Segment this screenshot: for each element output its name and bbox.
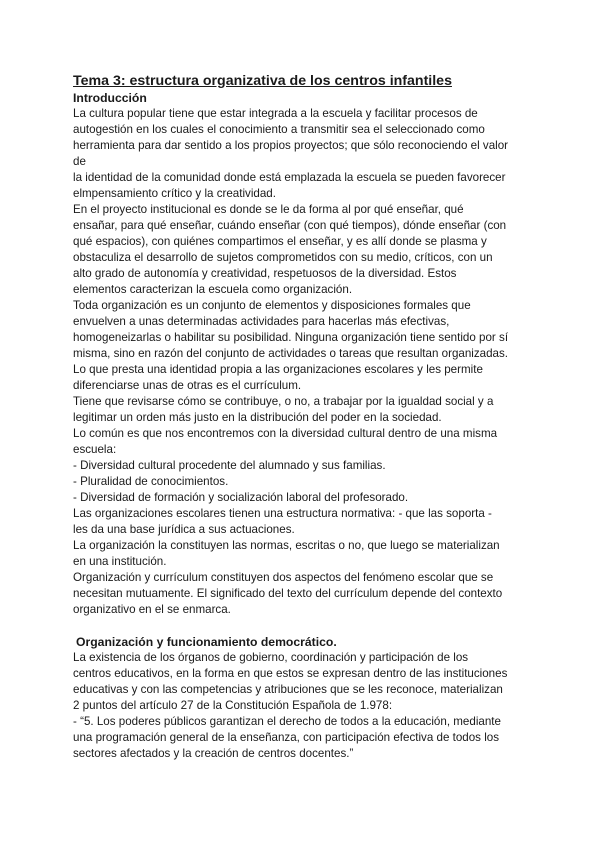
section-heading-organizacion: Organización y funcionamiento democrático. xyxy=(76,635,337,649)
text-line: sectores afectados y la creación de centros docentes.” xyxy=(73,747,354,760)
document-title: Tema 3: estructura organizativa de los centros infantiles xyxy=(73,73,452,89)
text-line: qué espacios), con quiénes compartimos el enseñar, y es allí donde se plasma y xyxy=(73,235,487,248)
text-line: La existencia de los órganos de gobierno, coordinación y participación de los xyxy=(73,651,469,664)
text-line: herramienta para dar sentido a los propios proyectos; que sólo reconociendo el valor xyxy=(73,139,509,152)
text-line: Organización y currículum constituyen dos aspectos del fenómeno escolar que se xyxy=(73,571,494,584)
text-line: ensañar, para qué enseñar, cuándo enseñar (con qué tiempos), dónde enseñar (con xyxy=(73,219,507,232)
text-line: - Diversidad de formación y socialización laboral del profesorado. xyxy=(73,491,409,504)
text-line: organizativo en el se enmarca. xyxy=(73,603,231,616)
text-line: - Pluralidad de conocimientos. xyxy=(73,475,229,488)
section-body-introduccion xyxy=(73,106,533,618)
text-line: Lo común es que nos encontremos con la diversidad cultural dentro de una misma xyxy=(73,427,498,440)
text-line: alto grado de autonomía y creatividad, respetuosos de la diversidad. Estos xyxy=(73,267,457,280)
text-line: centros educativos, en la forma en que estos se expresan dentro de las instituciones xyxy=(73,667,508,680)
text-line: La organización la constituyen las normas, escritas o no, que luego se materializan xyxy=(73,539,500,552)
text-line: En el proyecto institucional es donde se le da forma al por qué enseñar, qué xyxy=(73,203,464,216)
text-line: necesitan mutuamente. El significado del texto del currículum depende del contexto xyxy=(73,587,503,600)
text-line: elementos caracterizan la escuela como organización. xyxy=(73,283,353,296)
text-line: La cultura popular tiene que estar integrada a la escuela y facilitar procesos de xyxy=(73,107,478,120)
text-line: - Diversidad cultural procedente del alumnado y sus familias. xyxy=(73,459,386,472)
section-body-organizacion xyxy=(73,650,533,762)
text-line: la identidad de la comunidad donde está emplazada la escuela se pueden favorecer xyxy=(73,171,506,184)
text-line: de xyxy=(73,155,86,168)
text-line: autogestión en los cuales el conocimiento a transmitir sea el seleccionado como xyxy=(73,123,485,136)
text-line: homogeneizarlas o habilitar su posibilidad. Ninguna organización tiene sentido por sí xyxy=(73,331,509,344)
text-line: misma, sino en razón del conjunto de actividades o tareas que resultan organizadas. xyxy=(73,347,509,360)
document-content xyxy=(73,72,533,762)
text-line: elmpensamiento crítico y la creatividad. xyxy=(73,187,276,200)
text-line: envuelven a unas determinadas actividades para hacerlas más efectivas, xyxy=(73,315,450,328)
text-line: Lo que presta una identidad propia a las organizaciones escolares y les permite xyxy=(73,363,483,376)
text-line: Tiene que revisarse cómo se contribuye, o no, a trabajar por la igualdad social y a xyxy=(73,395,494,408)
section-heading-introduccion: Introducción xyxy=(73,91,147,105)
text-line: Las organizaciones escolares tienen una estructura normativa: - que las soporta - xyxy=(73,507,492,520)
text-line: 2 puntos del artículo 27 de la Constitución Española de 1.978: xyxy=(73,699,393,712)
text-line: obstaculiza el desarrollo de sujetos comprometidos con su medio, críticos, con un xyxy=(73,251,493,264)
text-line: diferenciarse unas de otras es el currículum. xyxy=(73,379,302,392)
text-line: Toda organización es un conjunto de elementos y disposiciones formales que xyxy=(73,299,471,312)
text-line: - “5. Los poderes públicos garantizan el derecho de todos a la educación, mediante xyxy=(73,715,501,728)
text-line: una programación general de la enseñanza, con participación efectiva de todos los xyxy=(73,731,500,744)
text-line: legitimar un orden más justo en la distribución del poder en la sociedad. xyxy=(73,411,442,424)
text-line: les da una base jurídica a sus actuaciones. xyxy=(73,523,295,536)
text-line: escuela: xyxy=(73,443,117,456)
text-line: en una institución. xyxy=(73,555,167,568)
text-line: educativas y con las competencias y atribuciones que se les reconoce, materializan xyxy=(73,683,503,696)
